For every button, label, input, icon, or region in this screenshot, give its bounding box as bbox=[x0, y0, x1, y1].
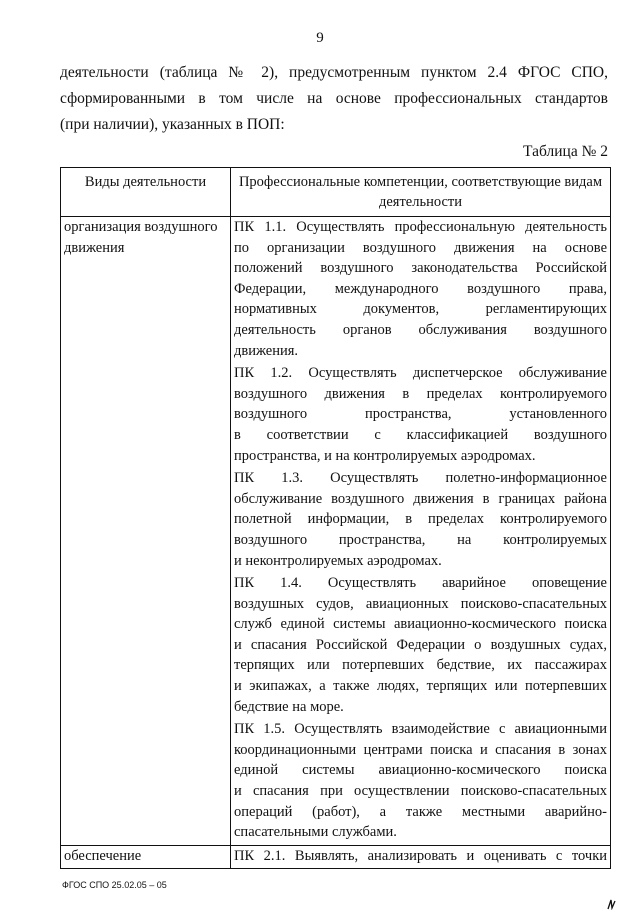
competencies-table bbox=[60, 167, 611, 869]
competency-item bbox=[234, 363, 607, 466]
competency-line: движения. bbox=[234, 342, 299, 359]
competency-line: нормативных документов, регламентирующих bbox=[234, 301, 607, 318]
competency-line: ПК 1.3. Осуществлять полетно-информационное bbox=[234, 470, 607, 487]
page-number: 9 bbox=[316, 30, 324, 46]
competency-line: бедствие на море. bbox=[234, 698, 344, 715]
competency-line: положений воздушного законодательства Российской bbox=[234, 260, 607, 277]
activity-cell: обеспечение bbox=[61, 845, 231, 869]
intro-line: (при наличии), указанных в ПОП: bbox=[60, 116, 285, 133]
intro-line: деятельности (таблица № 2), предусмотренным пунктом 2.4 ФГОС СПО, bbox=[60, 64, 608, 81]
competency-line: обслуживание воздушного движения в границах района bbox=[234, 490, 607, 507]
competency-line: ПК 1.4. Осуществлять аварийное оповещение bbox=[234, 575, 607, 592]
competency-line: Федерации, международного воздушного права, bbox=[234, 280, 607, 297]
competency-line: ПК 2.1. Выявлять, анализировать и оценивать с точки bbox=[234, 847, 607, 864]
table-row bbox=[61, 845, 611, 869]
competency-line: операций (работ), а также местными аварийно- bbox=[234, 803, 607, 820]
competency-line: координационными центрами поиска и спасания в зонах bbox=[234, 741, 607, 758]
competency-item bbox=[234, 573, 607, 717]
competency-line: воздушного движения в пределах контролируемого bbox=[234, 385, 607, 402]
document-footer: ФГОС СПО 25.02.05 – 05 bbox=[62, 880, 167, 890]
competency-line: ПК 1.1. Осуществлять профессиональную деятельность bbox=[234, 219, 607, 235]
competency-line: пространства, и на контролируемых аэродромах. bbox=[234, 447, 536, 464]
competency-line: воздушного пространства, установленного bbox=[234, 406, 607, 423]
table-caption: Таблица № 2 bbox=[523, 143, 608, 160]
competency-line: и спасания Российской Федерации о воздушных судах, bbox=[234, 636, 607, 653]
table-row bbox=[61, 217, 611, 846]
competencies-cell bbox=[231, 845, 611, 869]
header-competencies: Профессиональные компетенции, соответствующие видам деятельности bbox=[231, 168, 611, 217]
competency-line: и неконтролируемых аэродромах. bbox=[234, 552, 442, 569]
competency-item bbox=[234, 719, 607, 843]
activity-cell: организация воздушного движения bbox=[61, 217, 231, 846]
competency-line: деятельность органов обслуживания воздушного bbox=[234, 321, 607, 338]
competency-line: терпящих или потерпевших бедствие, их пассажирах bbox=[234, 657, 607, 674]
competency-line: ПК 1.5. Осуществлять взаимодействие с авиационными bbox=[234, 721, 607, 738]
competency-line: воздушного пространства, на контролируемых bbox=[234, 531, 607, 548]
competency-item bbox=[234, 468, 607, 571]
competency-line: единой системы авиационно-космического поиска bbox=[234, 762, 607, 779]
header-activity: Виды деятельности bbox=[61, 168, 231, 217]
competency-item bbox=[234, 217, 607, 361]
competency-line: и спасания при осуществлении поисково-спасательных bbox=[234, 783, 607, 800]
competency-line: ПК 1.2. Осуществлять диспетчерское обслуживание bbox=[234, 365, 607, 382]
competency-line: служб единой системы авиационно-космического поиска bbox=[234, 616, 607, 633]
competency-line: по организации воздушного движения на основе bbox=[234, 239, 607, 256]
table-header-row bbox=[61, 168, 611, 217]
competency-line: в соответствии с классификацией воздушного bbox=[234, 426, 607, 443]
intro-paragraph bbox=[60, 60, 608, 138]
competencies-cell bbox=[231, 217, 611, 846]
handwritten-mark-icon bbox=[605, 898, 617, 910]
competency-line: спасательными службами. bbox=[234, 824, 397, 841]
competency-line: воздушных судов, авиационных поисково-спасательных bbox=[234, 595, 607, 612]
competency-line: полетной информации, в пределах контролируемого bbox=[234, 511, 607, 528]
intro-line: сформированными в том числе на основе профессиональных стандартов bbox=[60, 90, 608, 107]
competency-line: и экипажах, а также людях, терпящих или потерпевших bbox=[234, 678, 607, 695]
